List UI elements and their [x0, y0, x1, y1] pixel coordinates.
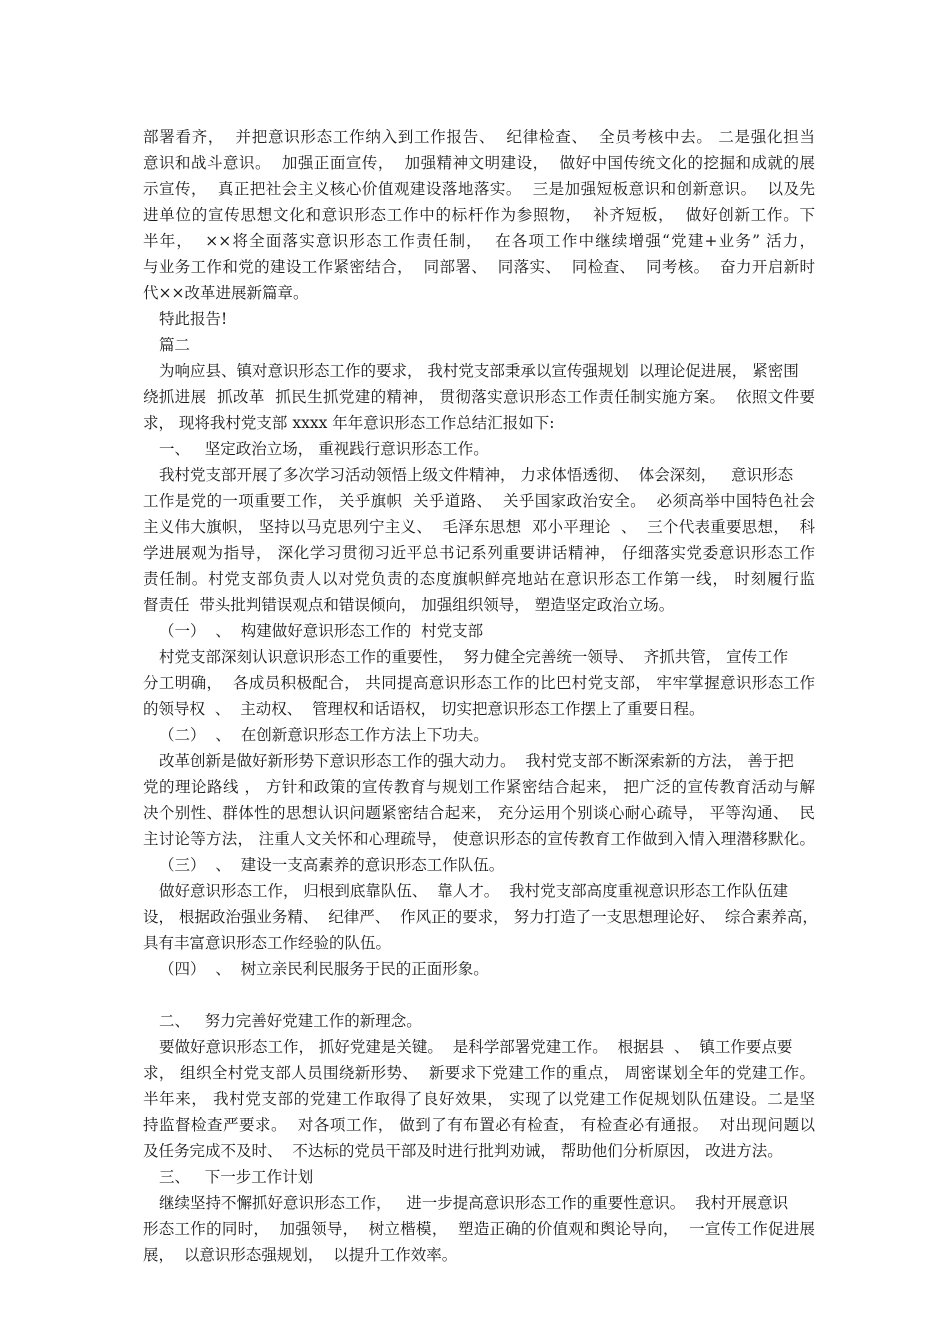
text-line: 展， 以意识形态强规划， 以提升工作效率。	[143, 1246, 458, 1264]
text-line: 篇二	[159, 336, 191, 354]
text-line: 具有丰富意识形态工作经验的队伍。	[143, 934, 392, 952]
blank-line	[143, 982, 815, 1008]
text-line: 半年来， 我村党支部的党建工作取得了良好效果， 实现了以党建工作促规划队伍建设。二是坚	[143, 1090, 815, 1108]
text-line: 代××改革进展新篇章。	[143, 284, 309, 302]
text-line: 绕抓进展 抓改革 抓民生抓党建的精神， 贯彻落实意识形态工作责任制实施方案。 依照文件要	[143, 388, 815, 406]
text-line: 分工明确， 各成员积极配合， 共同提高意识形态工作的比巴村党支部， 牢牢掌握意识形态工作	[143, 674, 815, 692]
text-line: 特此报告!	[159, 310, 228, 328]
text-line: 主讨论等方法， 注重人文关怀和心理疏导， 使意识形态的宣传教育工作做到入情入理潜移默化。	[143, 830, 815, 848]
text-line: 为响应县、镇对意识形态工作的要求， 我村党支部秉承以宣传强规划 以理论促进展， 紧密围	[159, 362, 799, 380]
text-line: 半年， ××将全面落实意识形态工作责任制， 在各项工作中继续增强“党建+业务” 活力，	[143, 232, 815, 250]
text-line: （二） 、 在创新意识形态工作方法上下功夫。	[159, 726, 489, 744]
text-line: 求， 组织全村党支部人员围绕新形势、 新要求下党建工作的重点， 周密谋划全年的党建工作。	[143, 1064, 815, 1082]
text-line: 主义伟大旗帜， 坚持以马克思列宁主义、 毛泽东思想 邓小平理论 、 三个代表重要思想， 科	[143, 518, 815, 536]
text-line: （四） 、 树立亲民利民服务于民的正面形象。	[159, 960, 489, 978]
text-line: 部署看齐， 并把意识形态工作纳入到工作报告、 纪律检查、 全员考核中去。 二是强化担当	[143, 128, 815, 146]
text-line: 学进展观为指导， 深化学习贯彻习近平总书记系列重要讲话精神， 仔细落实党委意识形态工作	[143, 544, 815, 562]
document-body	[143, 124, 818, 1268]
text-line: 改革创新是做好新形势下意识形态工作的强大动力。 我村党支部不断深索新的方法， 善于把	[159, 752, 794, 770]
text-line: 三、 下一步工作计划	[159, 1168, 314, 1186]
text-line: 工作是党的一项重要工作， 关乎旗帜 关乎道路、 关乎国家政治安全。 必须高举中国特色社会	[143, 492, 815, 510]
text-line: 村党支部深刻认识意识形态工作的重要性， 努力健全完善统一领导、 齐抓共管， 宣传工作	[159, 648, 789, 666]
text-line: 要做好意识形态工作， 抓好党建是关键。 是科学部署党建工作。 根据县 、 镇工作要点要	[159, 1038, 793, 1056]
text-line: 进单位的宣传思想文化和意识形态工作中的标杆作为参照物， 补齐短板， 做好创新工作。下	[143, 206, 815, 224]
text-line: 与业务工作和党的建设工作紧密结合， 同部署、 同落实、 同检查、 同考核。 奋力开启新时	[143, 258, 815, 276]
text-line: 我村党支部开展了多次学习活动领悟上级文件精神， 力求体悟透彻、 体会深刻， 意识形态	[159, 466, 794, 484]
text-line: 的领导权 、 主动权、 管理权和话语权， 切实把意识形态工作摆上了重要日程。	[143, 700, 705, 718]
text-line: 求， 现将我村党支部 xxxx 年年意识形态工作总结汇报如下:	[143, 414, 555, 432]
text-line: 继续坚持不懈抓好意识形态工作， 进一步提高意识形态工作的重要性意识。 我村开展意识	[159, 1194, 789, 1212]
text-line: 督责任 带头批判错误观点和错误倾向， 加强组织领导， 塑造坚定政治立场。	[143, 596, 675, 614]
text-line: （一） 、 构建做好意识形态工作的 村党支部	[159, 622, 484, 640]
text-line: 一、 坚定政治立场， 重视践行意识形态工作。	[159, 440, 489, 458]
text-line: 责任制。村党支部负责人以对党负责的态度旗帜鲜亮地站在意识形态工作第一线， 时刻履行监	[143, 570, 815, 588]
text-line: 示宣传， 真正把社会主义核心价值观建设落地落实。 三是加强短板意识和创新意识。 以及先	[143, 180, 815, 198]
text-line: 持监督检查严要求。 对各项工作， 做到了有布置必有检查， 有检查必有通报。 对出现问题以	[143, 1116, 815, 1134]
text-line: （三） 、 建设一支高素养的意识形态工作队伍。	[159, 856, 505, 874]
text-line: 党的理论路线 ， 方针和政策的宣传教育与规划工作紧密结合起来， 把广泛的宣传教育活动与解	[143, 778, 815, 796]
text-line: 意识和战斗意识。 加强正面宣传， 加强精神文明建设， 做好中国传统文化的挖掘和成就的展	[143, 154, 815, 172]
text-line: 及任务完成不及时、 不达标的党员干部及时进行批判劝诫， 帮助他们分析原因， 改进方法。	[143, 1142, 783, 1160]
text-line: 设， 根据政治强业务精、 纪律严、 作风正的要求， 努力打造了一支思想理论好、 综合素养高，	[143, 908, 818, 926]
text-line: 二、 努力完善好党建工作的新理念。	[159, 1012, 422, 1030]
text-line: 做好意识形态工作， 归根到底靠队伍、 靠人才。 我村党支部高度重视意识形态工作队伍建	[159, 882, 789, 900]
text-line: 决个别性、群体性的思想认识问题紧密结合起来， 充分运用个别谈心耐心疏导， 平等沟通、 民	[143, 804, 815, 822]
text-line: 形态工作的同时， 加强领导， 树立楷模， 塑造正确的价值观和舆论导向， 一宣传工作促进展	[143, 1220, 815, 1238]
